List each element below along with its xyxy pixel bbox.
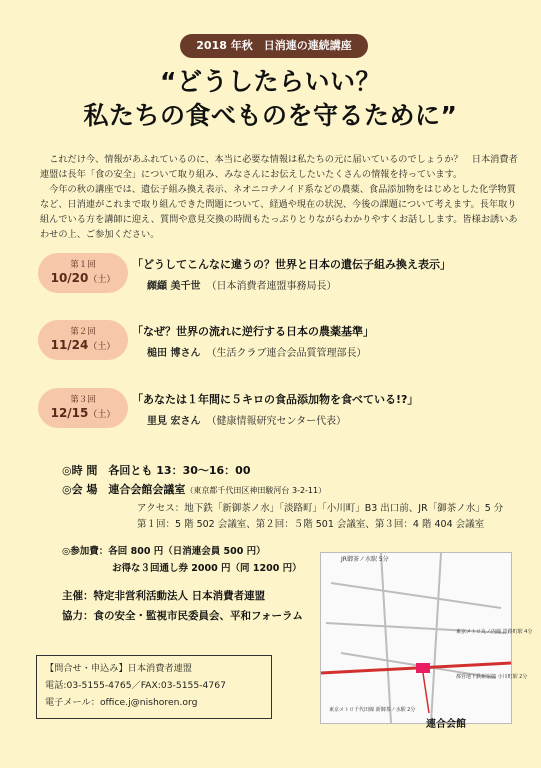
contact-heading: 【問合せ・申込み】日本消費者連盟 [45,663,192,674]
access-info: アクセス：地下鉄「新御茶ノ水」「淡路町」「小川町」B3 出口前、JR「御茶ノ水」5 分 [137,503,504,514]
intro-text [40,152,522,242]
session-1-title: 「どうしてこんなに違うの？世界と日本の遺伝子組み換え表示」 [132,258,451,271]
map-drawing [321,553,533,723]
series-badge: 2018 年秋 日消連の連続講座 [180,34,368,58]
session-number: 第３回 [70,395,96,405]
session-date: 11/24（土） [50,338,116,352]
organizer: 主催：特定非営利活動法人 日本消費者連盟 [62,590,266,602]
contact-email[interactable]: 電子メール：office.j@nishoren.org [45,697,198,708]
session-date: 12/15（土） [50,406,116,420]
session-2-date-badge [38,320,128,360]
time-info: ◎時 間 各回とも 13：30〜16：00 [62,464,251,477]
intro-paragraph-1: これだけ今、情報があふれているのに、本当に必要な情報は私たちの元に届いているのでしょうか？ 日本消費者連盟は長年「食の安全」について取り組み、みなさんにお伝えしたいたくさんの情報を持っています。 [40,154,518,180]
intro-paragraph-2: 今年の秋の講座では、遺伝子組み換え表示、ネオニコチノイド系などの農薬、食品添加物をはじめとした化学物質など、日消連がこれまで取り組んできた問題について、経過や現在の状況、今後の課題について考えます。長年取り組んでいる方を講師に迎え、質問や意見交換の時間もたっぷりとりながらわかりやすくお話しします。皆様お誘いあわせの上、ご参加ください。 [40,184,518,240]
rooms-info: 第１回：5 階 502 会議室、第２回：５階 501 会議室、第３回：4 階 404 会議室 [137,519,485,530]
fee-info: ◎参加費：各回 800 円（日消連会員 500 円） [62,546,266,557]
session-2-title: 「なぜ？世界の流れに逆行する日本の農薬基準」 [132,325,374,338]
contact-phone: 電話:03-5155-4765／FAX:03-5155-4767 [45,680,226,691]
map-station-shin: 東京メトロ千代田線 新御茶ノ水駅 2分 [329,707,416,713]
session-date: 10/20（土） [50,271,116,285]
session-3-date-badge [38,388,128,428]
venue-info: ◎会 場 連合会館会議室（東京都千代田区神田駿河台 3-2-11） [62,483,327,496]
venue-map [320,552,533,724]
map-station-awajicho: 東京メトロ丸ノ内線 淡路町駅 4分 [456,629,533,635]
page-title-line2: 私たちの食べものを守るために” [83,101,458,130]
venue-address: （東京都千代田区神田駿河台 3-2-11） [185,486,327,495]
fee-pass-info: お得な３回通し券 2000 円（同 1200 円） [112,563,302,574]
session-3-title: 「あなたは１年間に５キロの食品添加物を食べている!?」 [132,393,419,406]
map-venue-label: 連合会館 [426,719,466,730]
cooperation: 協力：食の安全・監視市民委員会、平和フォーラム [62,610,303,622]
session-number: 第１回 [70,260,96,270]
page-title-line1: “どうしたらいい？ [160,67,381,96]
map-station-ochanomizu: JR御茶ノ水駅 5分 [341,556,389,563]
session-number: 第２回 [70,327,96,337]
session-3-speaker: 里見 宏さん （健康情報研究センター代表） [147,416,347,427]
map-station-ogawamachi: 都営地下鉄新宿線 小川町駅 2分 [456,674,528,680]
session-1-date-badge [38,253,128,293]
contact-box [36,655,272,719]
session-1-speaker: 纐纈 美千世 （日本消費者連盟事務局長） [147,281,337,292]
session-2-speaker: 槌田 博さん （生活クラブ連合会品質管理部長） [147,348,367,359]
